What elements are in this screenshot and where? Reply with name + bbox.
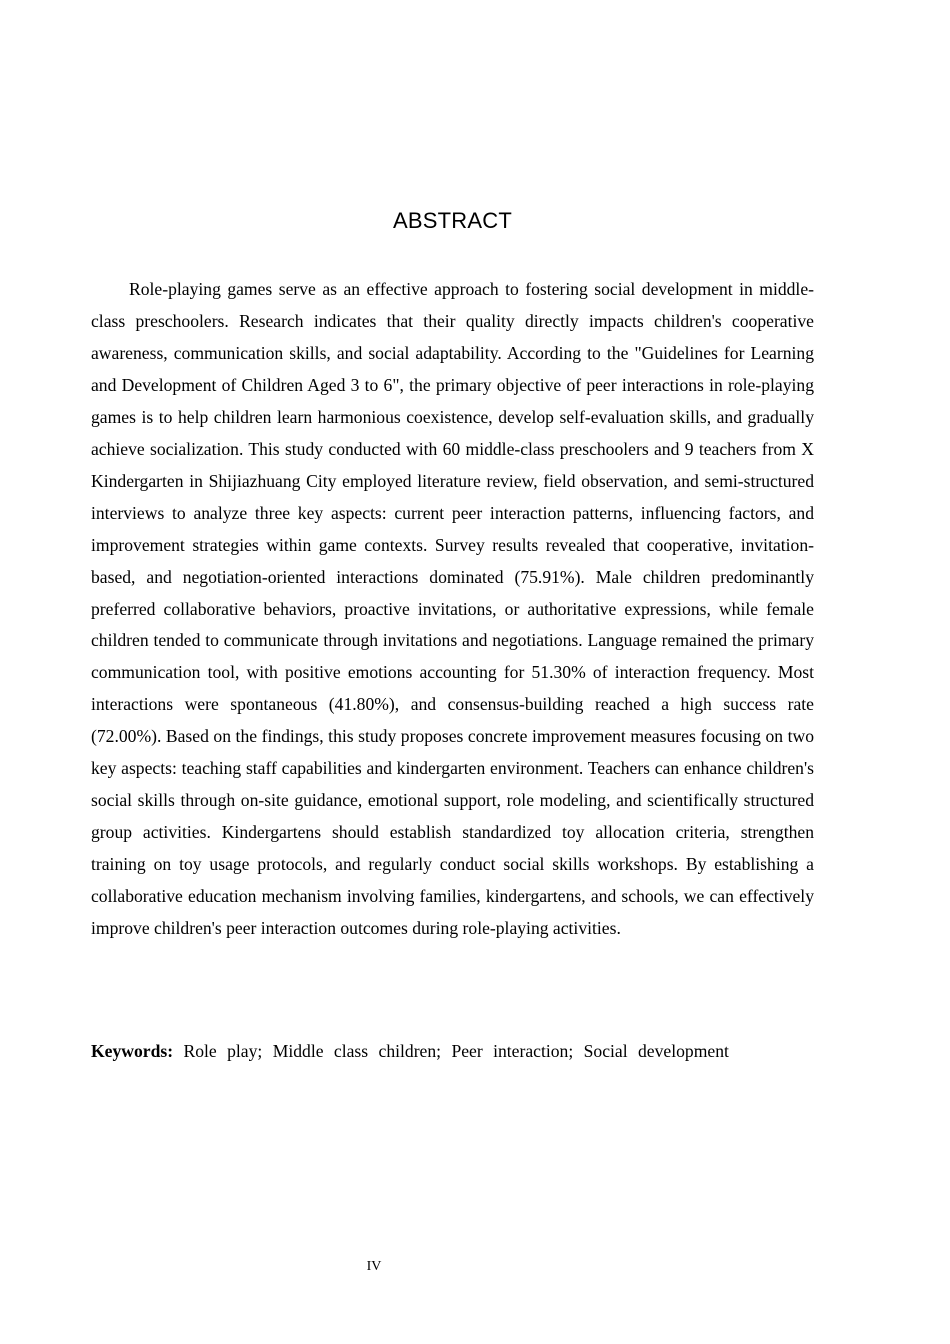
page-number: IV [366,1259,382,1274]
abstract-paragraph: Role-playing games serve as an effective approach to fostering social development in middle-class preschoolers. Research indicates that their quality directly impacts children's cooperative awareness, communication skills, and social adaptability. According to the "Guidelines for Learning and Development of Children Aged 3 to 6", the primary objective of peer interactions in role-playing games is to help children learn harmonious coexistence, develop self-evaluation skills, and gradually achieve socialization. This study conducted with 60 middle-class preschoolers and 9 teachers from X Kindergarten in Shijiazhuang City employed literature review, field observation, and semi-structured interviews to analyze three key aspects: current peer interaction patterns, influencing factors, and improvement strategies within game contexts. Survey results revealed that cooperative, invitation-based, and negotiation-oriented interactions dominated (75.91%). Male children predominantly preferred collaborative behaviors, proactive invitations, or authoritative expressions, while female children tended to communicate through invitations and negotiations. Language remained the primary communication tool, with positive emotions accounting for 51.30% of interaction frequency. Most interactions were spontaneous (41.80%), and consensus-building reached a high success rate (72.00%). Based on the findings, this study proposes concrete improvement measures focusing on two key aspects: teaching staff capabilities and kindergarten environment. Teachers can enhance children's social skills through on-site guidance, emotional support, role modeling, and scientifically structured group activities. Kindergartens should establish standardized toy allocation criteria, strengthen training on toy usage protocols, and regularly conduct social skills workshops. By establishing a collaborative education mechanism involving families, kindergartens, and schools, we can effectively improve children's peer interaction outcomes during role-playing activities. [91,279,814,939]
abstract-heading: ABSTRACT [393,208,512,233]
keywords-label: Keywords: [91,1041,174,1061]
keywords-list: Role play; Middle class children; Peer interaction; Social development [183,1041,729,1061]
keywords-line [91,1036,814,1068]
